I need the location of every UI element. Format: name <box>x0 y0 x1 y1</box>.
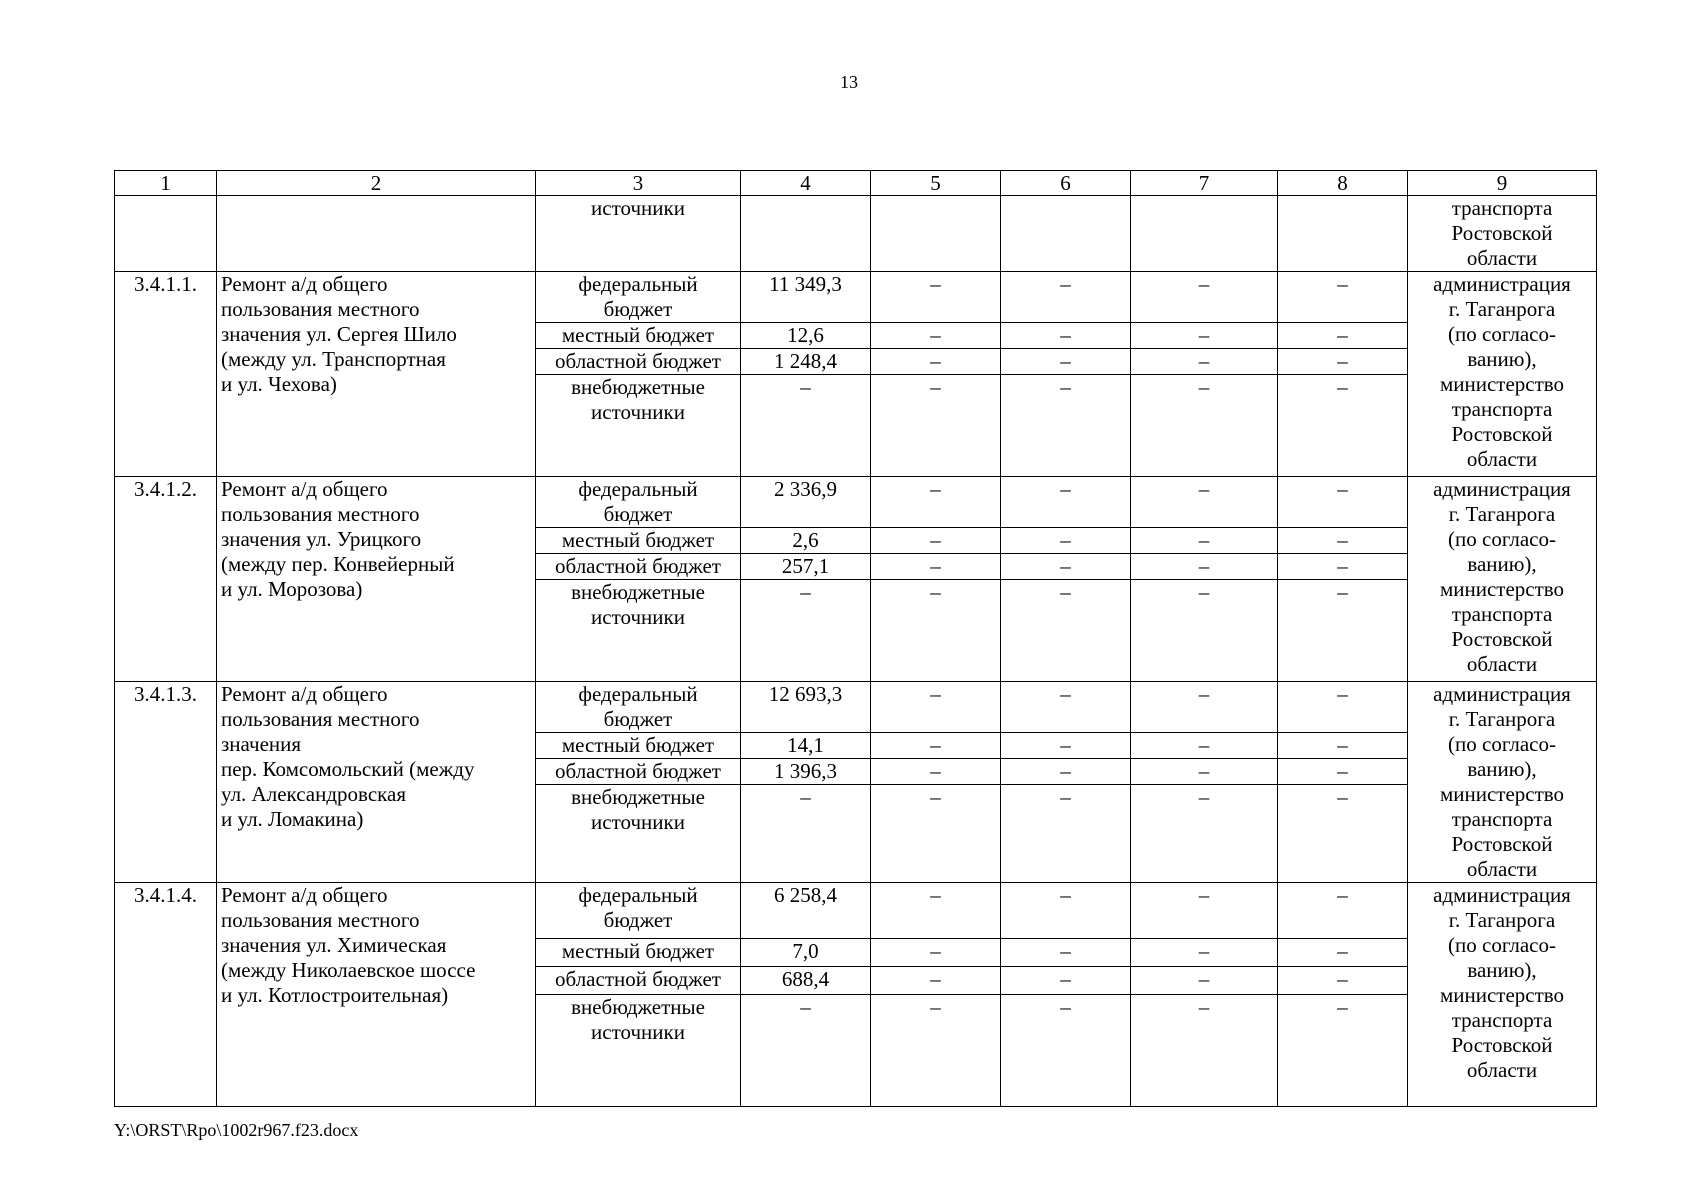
funding-source-cell <box>536 375 741 477</box>
value-cell: – <box>871 477 1001 528</box>
executor-line: области <box>1466 447 1538 471</box>
value-cell: – <box>1001 477 1131 528</box>
source-line: местный бюджет <box>561 733 715 757</box>
table-row <box>115 883 1597 939</box>
funding-source-cell <box>536 554 741 580</box>
value-cell: – <box>1001 272 1131 323</box>
funding-source-cell <box>536 682 741 733</box>
executor-line: г. Таганрога <box>1448 908 1556 932</box>
value-cell: – <box>1131 375 1278 477</box>
source-line: областной бюджет <box>555 349 721 373</box>
header-cell: 3 <box>536 171 741 196</box>
value-cell <box>871 196 1001 272</box>
source-line: местный бюджет <box>561 939 715 963</box>
value-cell: – <box>1278 883 1408 939</box>
executor-line: области <box>1466 1058 1538 1082</box>
executor-line: Ростовской <box>1451 627 1553 651</box>
item-code-cell: 3.4.1.4. <box>115 883 217 1107</box>
value-cell: 12 693,3 <box>741 682 871 733</box>
source-line: местный бюджет <box>561 528 715 552</box>
source-line: местный бюджет <box>561 323 715 347</box>
value-cell: – <box>1131 580 1278 682</box>
executor-line: ванию), <box>1467 958 1537 982</box>
executor-line: области <box>1466 652 1538 676</box>
value-cell: – <box>871 528 1001 554</box>
value-cell: – <box>1131 477 1278 528</box>
executor-line: министерство <box>1439 372 1565 396</box>
source-line: федеральный <box>578 477 698 501</box>
value-cell: – <box>1278 528 1408 554</box>
value-cell: – <box>1131 883 1278 939</box>
funding-source-cell <box>536 528 741 554</box>
value-cell: – <box>1001 580 1131 682</box>
funding-source-cell <box>536 733 741 759</box>
value-cell: – <box>871 939 1001 967</box>
value-cell: – <box>1278 939 1408 967</box>
value-cell <box>1131 196 1278 272</box>
continuation-row <box>115 196 1597 272</box>
funding-source-cell <box>536 759 741 785</box>
source-line: внебюджетные <box>571 580 705 604</box>
description-line: Ремонт а/д общего <box>221 477 388 501</box>
value-cell: 2 336,9 <box>741 477 871 528</box>
header-cell: 2 <box>217 171 536 196</box>
executor-line: г. Таганрога <box>1448 297 1556 321</box>
value-cell: – <box>1131 349 1278 375</box>
value-cell: – <box>1001 375 1131 477</box>
header-cell: 7 <box>1131 171 1278 196</box>
value-cell: – <box>1278 733 1408 759</box>
funding-source-cell <box>536 939 741 967</box>
description-line: (между пер. Конвейерный <box>221 552 455 576</box>
item-code-cell: 3.4.1.3. <box>115 682 217 883</box>
executor-cell <box>1408 272 1597 477</box>
value-cell: – <box>871 682 1001 733</box>
executor-line: транспорта <box>1451 602 1553 626</box>
value-cell: – <box>871 580 1001 682</box>
value-cell: – <box>1278 759 1408 785</box>
description-line: и ул. Чехова) <box>221 372 337 396</box>
header-row <box>115 171 1597 196</box>
value-cell: – <box>1278 995 1408 1107</box>
value-cell: – <box>871 554 1001 580</box>
header-cell: 4 <box>741 171 871 196</box>
value-cell: 12,6 <box>741 323 871 349</box>
description-line: значения ул. Химическая <box>221 933 447 957</box>
source-line: источники <box>591 605 685 629</box>
value-cell: – <box>1001 349 1131 375</box>
value-cell: – <box>871 375 1001 477</box>
executor-line: г. Таганрога <box>1448 502 1556 526</box>
value-cell: – <box>1131 272 1278 323</box>
value-cell: – <box>1131 323 1278 349</box>
description-line: пользования местного <box>221 908 420 932</box>
executor-line: Ростовской <box>1451 1033 1553 1057</box>
value-cell: – <box>871 272 1001 323</box>
source-line: бюджет <box>603 707 673 731</box>
value-cell: – <box>1131 554 1278 580</box>
executor-line: области <box>1466 246 1538 270</box>
executor-line: министерство <box>1439 782 1565 806</box>
funding-source-cell <box>536 477 741 528</box>
value-cell: 14,1 <box>741 733 871 759</box>
value-cell <box>1001 196 1131 272</box>
value-cell: – <box>871 995 1001 1107</box>
executor-line: администрация <box>1433 883 1571 907</box>
value-cell: – <box>1131 967 1278 995</box>
value-cell <box>1278 196 1408 272</box>
executor-cell <box>1408 682 1597 883</box>
description-line: пер. Комсомольский (между <box>221 757 475 781</box>
value-cell: – <box>1131 528 1278 554</box>
item-description-cell <box>217 682 536 883</box>
executor-line: (по согласо- <box>1448 732 1556 756</box>
description-line: ул. Александровская <box>221 782 407 806</box>
header-cell: 9 <box>1408 171 1597 196</box>
source-line: бюджет <box>603 502 673 526</box>
executor-line: ванию), <box>1467 347 1537 371</box>
source-line: бюджет <box>603 908 673 932</box>
header-cell: 8 <box>1278 171 1408 196</box>
value-cell: – <box>871 733 1001 759</box>
description-line: и ул. Котлостроительная) <box>221 983 449 1007</box>
source-cell: источники <box>536 196 741 272</box>
value-cell: 1 248,4 <box>741 349 871 375</box>
executor-line: администрация <box>1433 682 1571 706</box>
executor-line: министерство <box>1439 983 1565 1007</box>
header-cell: 1 <box>115 171 217 196</box>
value-cell: – <box>1001 939 1131 967</box>
executor-line: администрация <box>1433 477 1571 501</box>
description-line: (между Николаевское шоссе <box>221 958 476 982</box>
table-row <box>115 272 1597 323</box>
source-line: внебюджетные <box>571 375 705 399</box>
source-line: областной бюджет <box>555 554 721 578</box>
description-line: пользования местного <box>221 502 420 526</box>
value-cell: – <box>1001 967 1131 995</box>
description-line: пользования местного <box>221 297 420 321</box>
item-description-cell <box>217 477 536 682</box>
funding-source-cell <box>536 272 741 323</box>
value-cell: – <box>1001 759 1131 785</box>
item-code-cell: 3.4.1.1. <box>115 272 217 477</box>
source-line: источники <box>591 400 685 424</box>
description-line: и ул. Морозова) <box>221 577 363 601</box>
description-line: значения ул. Урицкого <box>221 527 422 551</box>
funding-source-cell <box>536 349 741 375</box>
budget-table <box>114 170 1597 1107</box>
value-cell: – <box>1131 759 1278 785</box>
executor-line: транспорта <box>1451 196 1553 220</box>
value-cell: – <box>741 785 871 883</box>
value-cell: – <box>1001 554 1131 580</box>
executor-line: Ростовской <box>1451 422 1553 446</box>
executor-line: министерство <box>1439 577 1565 601</box>
source-line: федеральный <box>578 272 698 296</box>
funding-source-cell <box>536 995 741 1107</box>
source-line: источники <box>591 810 685 834</box>
value-cell: – <box>1131 785 1278 883</box>
value-cell: 11 349,3 <box>741 272 871 323</box>
description-line: Ремонт а/д общего <box>221 682 388 706</box>
value-cell: – <box>1278 272 1408 323</box>
description-line: пользования местного <box>221 707 420 731</box>
value-cell: – <box>1278 554 1408 580</box>
value-cell: – <box>871 759 1001 785</box>
value-cell: – <box>1001 883 1131 939</box>
value-cell: 2,6 <box>741 528 871 554</box>
executor-line: ванию), <box>1467 552 1537 576</box>
value-cell: – <box>1001 528 1131 554</box>
value-cell <box>741 196 871 272</box>
description-line: Ремонт а/д общего <box>221 272 388 296</box>
value-cell: – <box>741 375 871 477</box>
executor-line: Ростовской <box>1451 221 1553 245</box>
value-cell: 257,1 <box>741 554 871 580</box>
executor-cell <box>1408 477 1597 682</box>
funding-source-cell <box>536 883 741 939</box>
description-line: Ремонт а/д общего <box>221 883 388 907</box>
value-cell: – <box>1278 682 1408 733</box>
executor-line: ванию), <box>1467 757 1537 781</box>
source-line: федеральный <box>578 883 698 907</box>
value-cell: 6 258,4 <box>741 883 871 939</box>
value-cell: – <box>871 883 1001 939</box>
description-cell <box>217 196 536 272</box>
value-cell: 7,0 <box>741 939 871 967</box>
value-cell: – <box>1001 733 1131 759</box>
table-row <box>115 477 1597 528</box>
value-cell: – <box>1278 477 1408 528</box>
executor-line: области <box>1466 857 1538 881</box>
executor-line: (по согласо- <box>1448 527 1556 551</box>
value-cell: 688,4 <box>741 967 871 995</box>
source-line: бюджет <box>603 297 673 321</box>
funding-source-cell <box>536 323 741 349</box>
value-cell: – <box>1278 580 1408 682</box>
item-description-cell <box>217 272 536 477</box>
item-code-cell: 3.4.1.2. <box>115 477 217 682</box>
value-cell: – <box>1278 785 1408 883</box>
value-cell: – <box>871 349 1001 375</box>
value-cell: – <box>1001 682 1131 733</box>
funding-source-cell <box>536 580 741 682</box>
footer-file-path: Y:\ORST\Rpo\1002r967.f23.docx <box>114 1120 359 1140</box>
value-cell: – <box>1278 375 1408 477</box>
value-cell: – <box>1278 349 1408 375</box>
source-line: федеральный <box>578 682 698 706</box>
item-description-cell <box>217 883 536 1107</box>
description-line: значения ул. Сергея Шило <box>221 322 457 346</box>
table-row <box>115 682 1597 733</box>
value-cell: – <box>1278 967 1408 995</box>
source-line: областной бюджет <box>555 759 721 783</box>
executor-line: транспорта <box>1451 397 1553 421</box>
source-line: источники <box>591 1020 685 1044</box>
code-cell <box>115 196 217 272</box>
header-cell: 5 <box>871 171 1001 196</box>
executor-line: транспорта <box>1451 807 1553 831</box>
description-line: (между ул. Транспортная <box>221 347 446 371</box>
value-cell: – <box>871 323 1001 349</box>
value-cell: – <box>1131 682 1278 733</box>
executor-line: г. Таганрога <box>1448 707 1556 731</box>
executor-cell <box>1408 883 1597 1107</box>
header-cell: 6 <box>1001 171 1131 196</box>
value-cell: – <box>1278 323 1408 349</box>
value-cell: 1 396,3 <box>741 759 871 785</box>
executor-line: (по согласо- <box>1448 933 1556 957</box>
description-line: и ул. Ломакина) <box>221 807 364 831</box>
executor-line: администрация <box>1433 272 1571 296</box>
source-line: внебюджетные <box>571 995 705 1019</box>
value-cell: – <box>871 785 1001 883</box>
value-cell: – <box>1001 323 1131 349</box>
executor-line: Ростовской <box>1451 832 1553 856</box>
value-cell: – <box>1131 995 1278 1107</box>
executor-line: (по согласо- <box>1448 322 1556 346</box>
value-cell: – <box>1131 939 1278 967</box>
funding-source-cell <box>536 785 741 883</box>
source-line: внебюджетные <box>571 785 705 809</box>
value-cell: – <box>1131 733 1278 759</box>
page-number: 13 <box>840 72 858 92</box>
value-cell: – <box>871 967 1001 995</box>
source-line: областной бюджет <box>555 967 721 991</box>
funding-source-cell <box>536 967 741 995</box>
description-line: значения <box>221 732 302 756</box>
executor-cell <box>1408 196 1597 272</box>
value-cell: – <box>1001 785 1131 883</box>
value-cell: – <box>1001 995 1131 1107</box>
value-cell: – <box>741 995 871 1107</box>
executor-line: транспорта <box>1451 1008 1553 1032</box>
value-cell: – <box>741 580 871 682</box>
